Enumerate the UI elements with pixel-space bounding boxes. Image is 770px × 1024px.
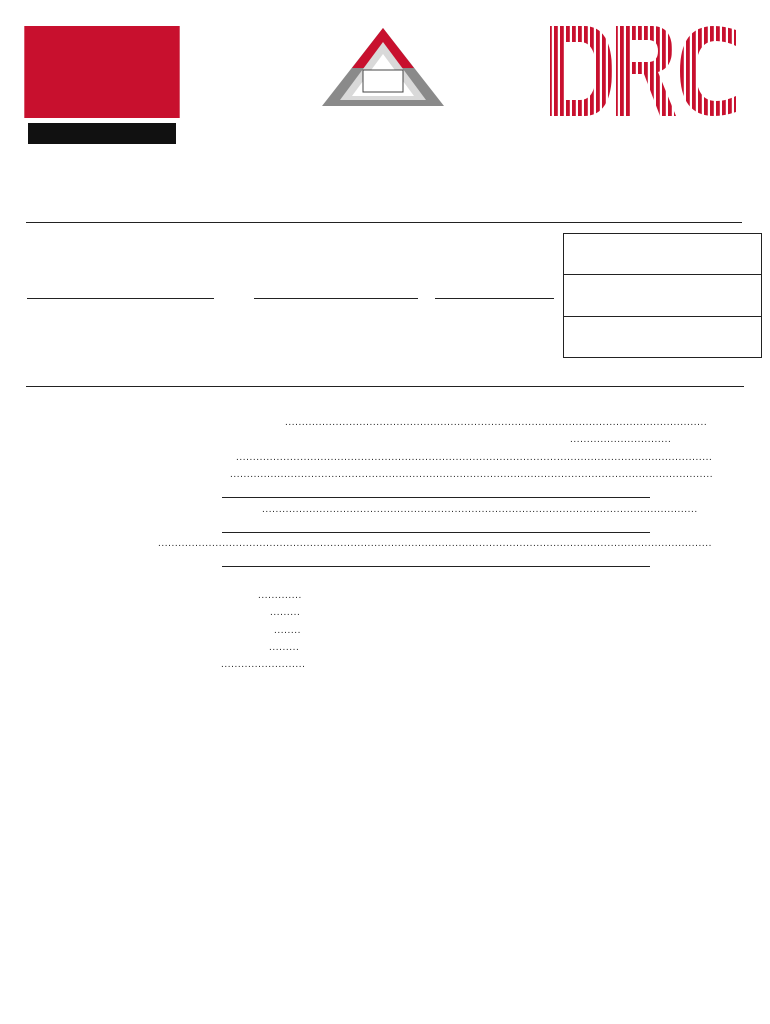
condition-item-leader: ......... xyxy=(269,641,300,653)
criteria-divider xyxy=(26,386,744,387)
mri-of-woodbridge-logo xyxy=(28,26,176,144)
patient-id-box xyxy=(563,233,762,358)
drc-letters-icon xyxy=(548,24,738,118)
last-name-field[interactable] xyxy=(27,298,214,299)
chest-surgery-leader: ................................................................................................................................. xyxy=(262,503,698,515)
other-surgery-list-field[interactable] xyxy=(222,566,650,567)
weight-field[interactable] xyxy=(564,317,761,357)
question-1-leader: ............................................................................................................................. xyxy=(285,417,708,428)
brain-surgery-list-field[interactable] xyxy=(222,497,650,498)
acr-logo xyxy=(318,24,448,136)
other-surgery-leader: .................................................................................................................................................................... xyxy=(158,538,713,550)
title-divider xyxy=(26,222,742,223)
question-2-leader: .............................. xyxy=(570,434,672,446)
mri-logo-letters xyxy=(24,26,179,118)
condition-item-leader: ......................... xyxy=(221,659,306,671)
acr-triangle-icon xyxy=(318,24,448,108)
middle-name-field[interactable] xyxy=(435,298,554,299)
condition-item-leader: ........ xyxy=(274,624,302,636)
condition-item-leader: ............. xyxy=(258,590,302,601)
question-4-leader: ............................................................................................................................................... xyxy=(230,468,714,480)
doctors-radiology-center-logo xyxy=(548,24,738,146)
mri-logo-bar xyxy=(28,123,176,144)
date-of-birth-field[interactable] xyxy=(564,275,761,317)
chest-surgery-list-field[interactable] xyxy=(222,532,650,533)
first-name-field[interactable] xyxy=(254,298,418,299)
condition-item-leader: ......... xyxy=(270,607,301,619)
patient-number-field[interactable] xyxy=(564,234,761,275)
question-3-leader: ............................................................................................................................................. xyxy=(236,451,713,463)
